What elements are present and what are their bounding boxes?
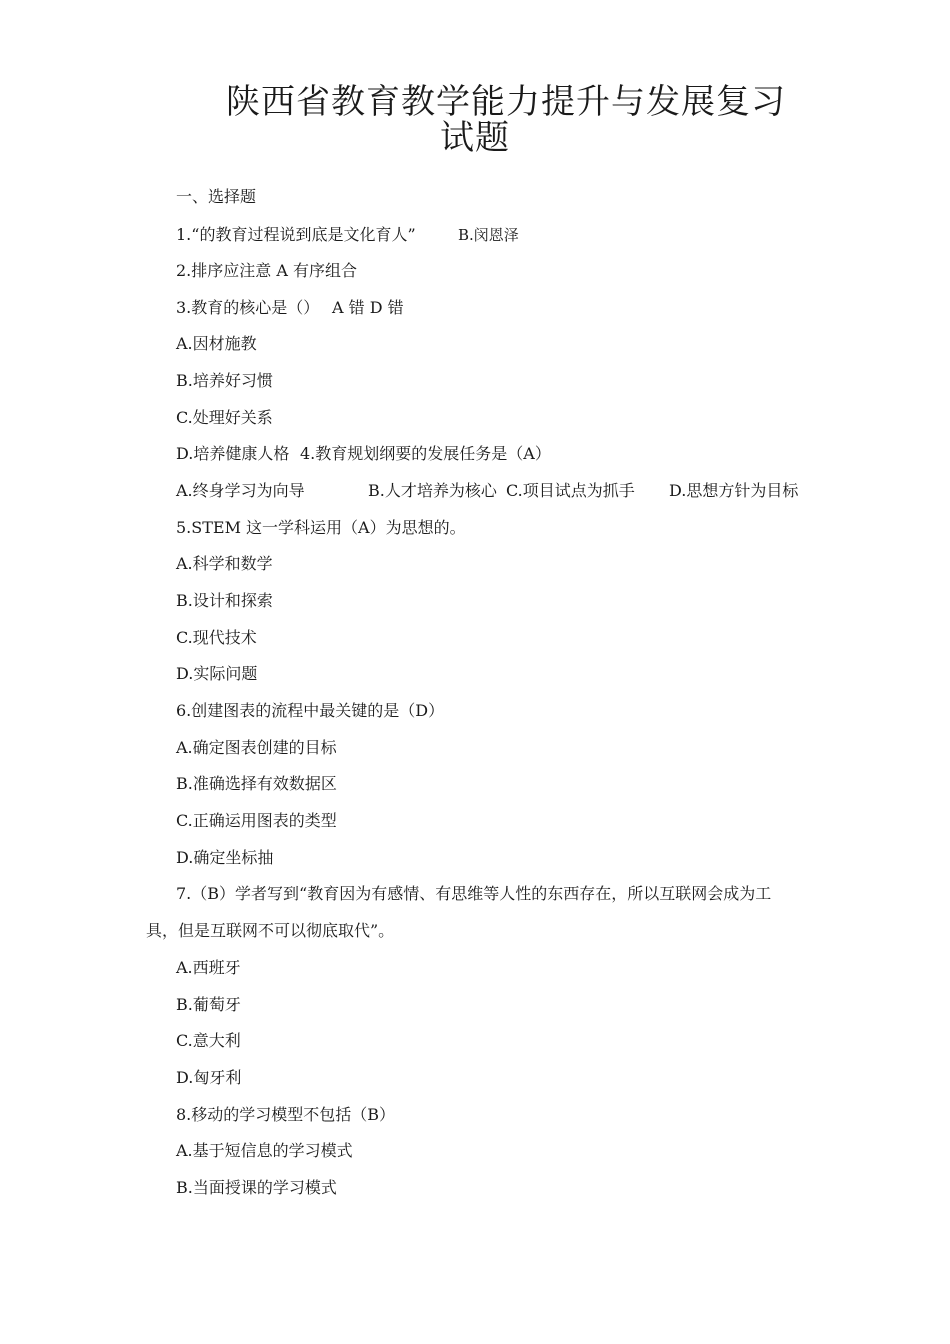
question-5-option-d: D.实际问题 bbox=[176, 664, 258, 683]
question-3-option-d: D.培养健康人格 bbox=[176, 444, 290, 463]
question-6-option-b: B.准确选择有效数据区 bbox=[176, 774, 337, 793]
section-heading: 一、选择题 bbox=[176, 187, 257, 206]
question-6-option-a: A.确定图表创建的目标 bbox=[176, 738, 337, 757]
question-1-answer: B.闵恩泽 bbox=[458, 226, 519, 244]
question-7-line-1: 7.（B）学者写到“教育因为有感情、有思维等人性的东西存在，所以互联网会成为工 bbox=[176, 884, 772, 903]
question-7-option-d: D.匈牙利 bbox=[176, 1068, 242, 1087]
question-6-option-c: C.正确运用图表的类型 bbox=[176, 811, 337, 830]
question-2: 2.排序应注意 A 有序组合 bbox=[176, 261, 357, 280]
question-4-option-b: B.人才培养为核心 bbox=[368, 481, 497, 500]
question-8-option-a: A.基于短信息的学习模式 bbox=[176, 1141, 353, 1160]
question-4-option-c: C.项目试点为抓手 bbox=[506, 481, 635, 500]
question-7-option-a: A.西班牙 bbox=[176, 958, 241, 977]
document-title-line-2: 试题 bbox=[440, 118, 510, 158]
question-4-option-d: D.思想方针为目标 bbox=[669, 481, 799, 500]
question-7-line-2: 具，但是互联网不可以彻底取代”。 bbox=[146, 921, 395, 940]
question-6-option-d: D.确定坐标抽 bbox=[176, 848, 274, 867]
question-4-text: 4.教育规划纲要的发展任务是（A） bbox=[300, 444, 551, 463]
question-4-option-a: A.终身学习为向导 bbox=[176, 481, 305, 500]
question-3-text: 3.教育的核心是（） bbox=[176, 298, 320, 317]
question-1-text: 1.“的教育过程说到底是文化育人” bbox=[176, 225, 416, 244]
question-7-option-c: C.意大利 bbox=[176, 1031, 241, 1050]
document-title-line-1: 陕西省教育教学能力提升与发展复习 bbox=[226, 82, 786, 122]
question-5-option-b: B.设计和探索 bbox=[176, 591, 273, 610]
question-7-option-b: B.葡萄牙 bbox=[176, 995, 241, 1014]
question-3-option-b: B.培养好习惯 bbox=[176, 371, 273, 390]
question-5: 5.STEM 这一学科运用（A）为思想的。 bbox=[176, 518, 466, 537]
question-3-answer: A 错 D 错 bbox=[332, 298, 404, 317]
question-8-option-b: B.当面授课的学习模式 bbox=[176, 1178, 337, 1197]
question-5-option-c: C.现代技术 bbox=[176, 628, 257, 647]
question-3-option-c: C.处理好关系 bbox=[176, 408, 273, 427]
question-8: 8.移动的学习模型不包括（B） bbox=[176, 1105, 396, 1124]
question-3-option-a: A.因材施教 bbox=[176, 334, 257, 353]
question-5-option-a: A.科学和数学 bbox=[176, 554, 273, 573]
question-6: 6.创建图表的流程中最关键的是（D） bbox=[176, 701, 445, 720]
